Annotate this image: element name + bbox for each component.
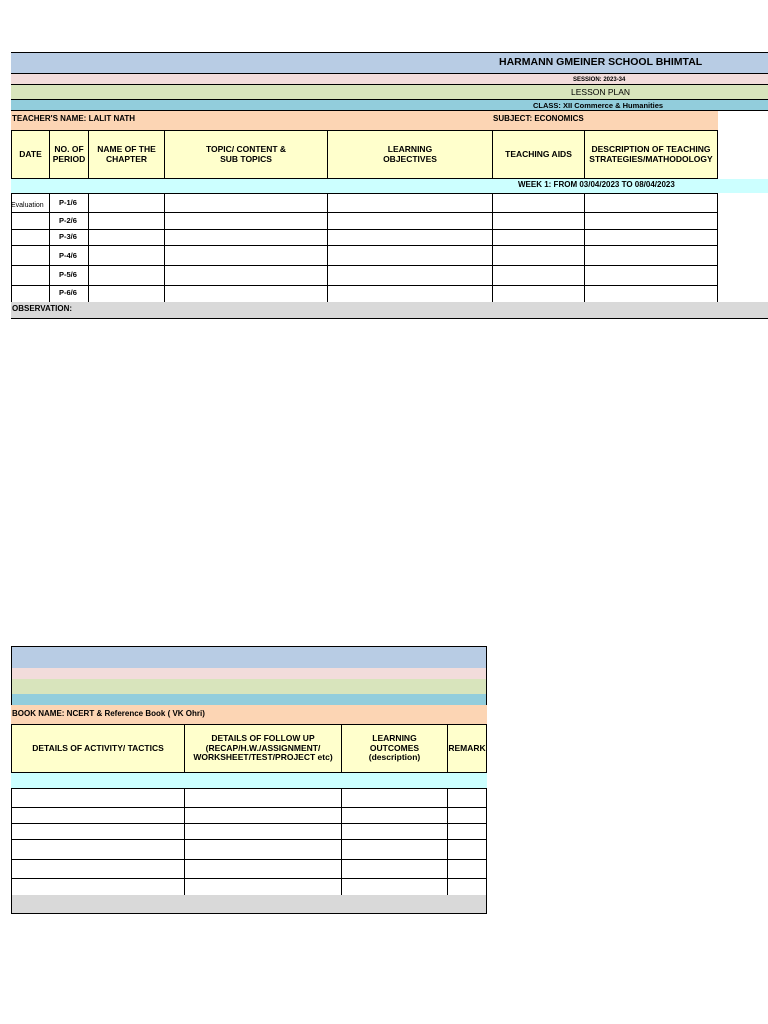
- col-outcomes: LEARNING OUTCOMES (description): [341, 724, 448, 773]
- subject-label: SUBJECT: ECONOMICS: [493, 114, 584, 123]
- date-note: Evaluation: [11, 202, 44, 209]
- col-topic: TOPIC/ CONTENT & SUB TOPICS: [164, 130, 328, 179]
- blank-green-band: [11, 679, 487, 695]
- observation-band: [11, 302, 768, 319]
- col-follow-up: DETAILS OF FOLLOW UP (RECAP/H.W./ASSIGNMENT/ WORKSHEET/TEST/PROJECT etc): [184, 724, 342, 773]
- observation-label: OBSERVATION:: [12, 304, 73, 313]
- col-remark: REMARK: [447, 724, 487, 773]
- period-label: P-5/6: [59, 270, 77, 279]
- table-row: [11, 788, 487, 808]
- table-row: [11, 285, 718, 303]
- col-period: NO. OF PERIOD: [49, 130, 89, 179]
- col-date: DATE: [11, 130, 50, 179]
- teacher-name: TEACHER'S NAME: LALIT NATH: [12, 114, 136, 123]
- table-row: [11, 859, 487, 879]
- table-row: [11, 193, 718, 213]
- week-label: WEEK 1: FROM 03/04/2023 TO 08/04/2023: [518, 180, 675, 189]
- table-row: [11, 878, 487, 896]
- school-name: HARMANN GMEINER SCHOOL BHIMTAL: [499, 56, 703, 68]
- blank-grey-band: [11, 895, 487, 914]
- session-band: [11, 74, 768, 85]
- session-label: SESSION: 2023-34: [573, 77, 626, 83]
- period-label: P-6/6: [59, 288, 77, 297]
- table-row: [11, 823, 487, 840]
- book-name: BOOK NAME: NCERT & Reference Book ( VK Ohri): [12, 709, 205, 718]
- period-label: P-1/6: [59, 198, 77, 207]
- col-chapter: NAME OF THE CHAPTER: [88, 130, 165, 179]
- table-row: [11, 839, 487, 860]
- col-strategies: DESCRIPTION OF TEACHING STRATEGIES/MATHODOLOGY: [584, 130, 718, 179]
- period-label: P-2/6: [59, 216, 77, 225]
- period-label: P-4/6: [59, 251, 77, 260]
- col-activity: DETAILS OF ACTIVITY/ TACTICS: [11, 724, 185, 773]
- class-label: CLASS: XII Commerce & Humanities: [533, 101, 664, 110]
- col-objectives: LEARNING OBJECTIVES: [327, 130, 493, 179]
- blank-blue-band: [11, 646, 487, 669]
- table-row: [11, 245, 718, 266]
- period-label: P-3/6: [59, 232, 77, 241]
- table-row: [11, 807, 487, 824]
- col-aids: TEACHING AIDS: [492, 130, 585, 179]
- table-row: [11, 265, 718, 286]
- table-row: [11, 229, 718, 246]
- blank-cyan-band: [11, 773, 487, 788]
- page-title: LESSON PLAN: [571, 87, 631, 97]
- table-row: [11, 212, 718, 230]
- title-band: [11, 85, 768, 100]
